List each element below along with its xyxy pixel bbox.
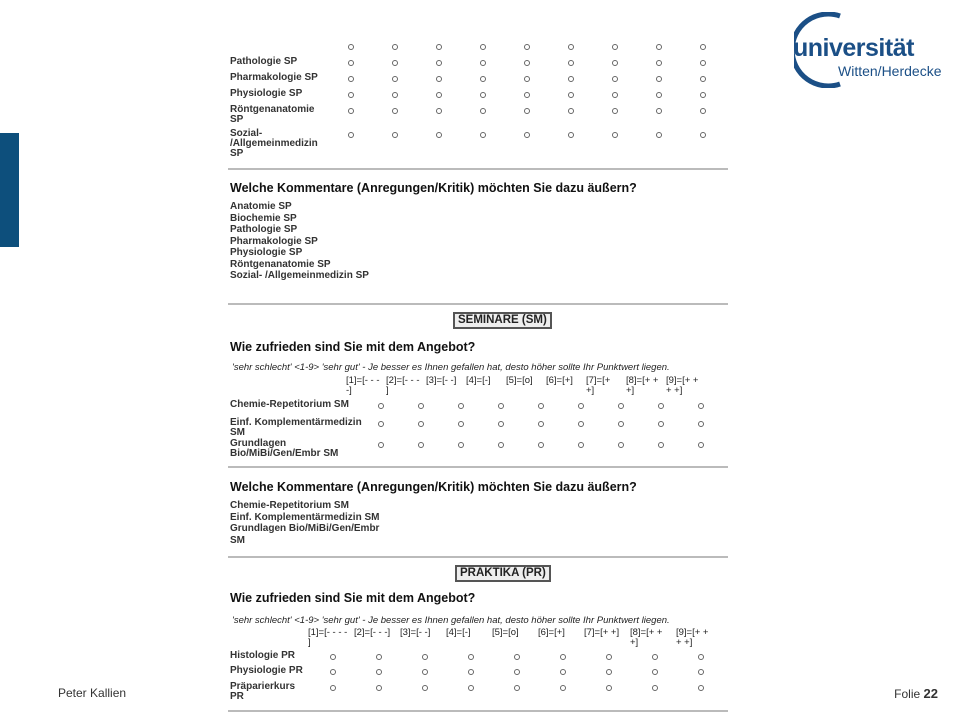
scale-label: [1]=[- - - - ] [308,627,348,648]
rating-radio-9[interactable] [700,108,706,114]
scale-label: [6]=[+] [538,627,565,638]
rating-radio-6[interactable] [568,108,574,114]
rating-radio-7[interactable] [606,654,612,660]
rating-radio-2[interactable] [418,421,424,427]
rating-radio-6[interactable] [568,60,574,66]
rating-radio-7[interactable] [612,44,618,50]
row-label: Pharmakologie SP [230,72,318,83]
comments-heading-sm: Welche Kommentare (Anregungen/Kritik) möchten Sie dazu äußern? [230,480,637,494]
rating-radio-8[interactable] [656,108,662,114]
scale-label: [9]=[+ + + +] [676,627,709,648]
comment-item: Physiologie SP [230,247,303,258]
scale-label: [5]=[o] [492,627,519,638]
row-label: Sozial- /Allgemeinmedizin SP [230,128,318,159]
row-label: Chemie-Repetitorium SM [230,399,349,410]
comment-item: Röntgenanatomie SP [230,258,331,270]
rating-radio-8[interactable] [656,92,662,98]
rating-radio-7[interactable] [606,669,612,675]
rating-radio-1[interactable] [348,108,354,114]
divider [228,168,728,170]
scale-label: [3]=[- -] [426,375,457,386]
rating-radio-2[interactable] [376,654,382,660]
rating-radio-1[interactable] [348,44,354,50]
comments-list-sm [230,500,395,546]
rating-radio-1[interactable] [330,654,336,660]
row-label: Einf. Komplementärmedizin SM [230,417,362,438]
rating-radio-2[interactable] [392,44,398,50]
rating-radio-4[interactable] [480,132,486,138]
rating-radio-6[interactable] [560,685,566,691]
rating-radio-8[interactable] [658,403,664,409]
comment-item: Sozial- /Allgemeinmedizin SP [230,270,369,281]
comment-item: Einf. Komplementärmedizin SM [230,511,380,523]
row-label: Röntgenanatomie SP [230,104,315,125]
rating-radio-2[interactable] [392,132,398,138]
rating-radio-9[interactable] [698,421,704,427]
section-title-seminare: SEMINARE (SM) [453,312,552,329]
rating-radio-3[interactable] [422,685,428,691]
rating-radio-9[interactable] [698,669,704,675]
rating-radio-7[interactable] [612,60,618,66]
rating-radio-5[interactable] [524,60,530,66]
rating-radio-9[interactable] [698,442,704,448]
rating-radio-3[interactable] [436,44,442,50]
rating-radio-4[interactable] [498,421,504,427]
rating-radio-6[interactable] [568,76,574,82]
row-label: Grundlagen Bio/MiBi/Gen/Embr SM [230,438,339,459]
divider [228,556,728,558]
rating-radio-8[interactable] [656,44,662,50]
rating-radio-3[interactable] [436,132,442,138]
rating-radio-8[interactable] [656,76,662,82]
rating-radio-5[interactable] [524,44,530,50]
logo-line1: universität [793,34,914,62]
logo-line2: Witten/Herdecke [838,63,942,79]
rating-radio-7[interactable] [612,92,618,98]
rating-radio-4[interactable] [468,669,474,675]
rating-radio-6[interactable] [568,132,574,138]
rating-radio-7[interactable] [618,442,624,448]
footer-page [894,686,938,701]
rating-radio-3[interactable] [422,669,428,675]
rating-radio-1[interactable] [378,421,384,427]
question-seminare: Wie zufrieden sind Sie mit dem Angebot? [230,340,476,354]
rating-radio-5[interactable] [538,403,544,409]
rating-radio-2[interactable] [376,685,382,691]
comment-item: Pharmakologie SP [230,235,318,247]
rating-radio-2[interactable] [392,60,398,66]
rating-radio-9[interactable] [698,654,704,660]
scale-label: [7]=[+ +] [586,375,611,396]
rating-radio-1[interactable] [330,669,336,675]
divider [228,710,728,712]
comment-item: Grundlagen Bio/MiBi/Gen/Embr SM [230,523,380,546]
rating-radio-9[interactable] [698,403,704,409]
rating-radio-9[interactable] [700,60,706,66]
rating-radio-8[interactable] [652,685,658,691]
rating-radio-1[interactable] [330,685,336,691]
comments-heading-sp: Welche Kommentare (Anregungen/Kritik) möchten Sie dazu äußern? [230,181,637,195]
rating-radio-6[interactable] [560,669,566,675]
rating-radio-5[interactable] [524,92,530,98]
rating-radio-1[interactable] [378,442,384,448]
rating-radio-4[interactable] [468,654,474,660]
comments-list-sp [230,201,380,282]
rating-radio-2[interactable] [392,92,398,98]
comment-item: Pathologie SP [230,224,298,235]
scale-label: [1]=[- - - -] [346,375,380,396]
scale-label: [5]=[o] [506,375,533,386]
rating-radio-6[interactable] [578,421,584,427]
section-title-praktika: PRAKTIKA (PR) [455,565,551,582]
rating-radio-4[interactable] [468,685,474,691]
rating-radio-2[interactable] [418,403,424,409]
rating-radio-8[interactable] [652,669,658,675]
university-logo [788,10,953,90]
rating-radio-9[interactable] [700,76,706,82]
rating-radio-6[interactable] [578,403,584,409]
rating-radio-4[interactable] [480,92,486,98]
row-label: Präparierkurs PR [230,681,296,702]
scale-label: [6]=[+] [546,375,573,386]
rating-radio-2[interactable] [392,108,398,114]
comment-item: Biochemie SP [230,212,297,224]
scale-label: [3]=[- -] [400,627,431,638]
footer-page-number: 22 [923,686,938,701]
rating-radio-3[interactable] [458,403,464,409]
instruction-praktika: 'sehr schlecht' <1-9> 'sehr gut' - Je besser es Ihnen gefallen hat, desto höher sollte Ihr Punktwert liegen. [232,615,670,626]
rating-radio-5[interactable] [538,421,544,427]
rating-radio-9[interactable] [698,685,704,691]
rating-radio-9[interactable] [700,132,706,138]
comment-item: Anatomie SP [230,201,292,212]
row-label: Physiologie PR [230,665,303,676]
row-label: Pathologie SP [230,56,298,67]
rating-radio-7[interactable] [606,685,612,691]
rating-radio-8[interactable] [652,654,658,660]
instruction-seminare: 'sehr schlecht' <1-9> 'sehr gut' - Je besser es Ihnen gefallen hat, desto höher sollte Ihr Punktwert liegen. [232,362,670,373]
divider [228,303,728,305]
sidebar-accent-bar [0,133,19,247]
rating-radio-3[interactable] [458,421,464,427]
rating-radio-3[interactable] [458,442,464,448]
rating-radio-8[interactable] [656,60,662,66]
rating-radio-4[interactable] [480,60,486,66]
rating-radio-2[interactable] [418,442,424,448]
rating-radio-1[interactable] [378,403,384,409]
rating-radio-3[interactable] [436,108,442,114]
scale-label: [4]=[-] [466,375,491,386]
rating-radio-1[interactable] [348,76,354,82]
rating-radio-5[interactable] [524,132,530,138]
divider [228,466,728,468]
rating-radio-2[interactable] [376,669,382,675]
rating-radio-7[interactable] [612,108,618,114]
rating-radio-5[interactable] [514,654,520,660]
rating-radio-6[interactable] [560,654,566,660]
footer-author: Peter Kallien [58,686,127,700]
rating-radio-1[interactable] [348,132,354,138]
rating-radio-5[interactable] [514,669,520,675]
rating-radio-1[interactable] [348,92,354,98]
row-label: Physiologie SP [230,88,303,99]
rating-radio-3[interactable] [422,654,428,660]
comment-item: Chemie-Repetitorium SM [230,500,349,511]
rating-radio-3[interactable] [436,92,442,98]
rating-radio-6[interactable] [578,442,584,448]
scale-label: [9]=[+ + + +] [666,375,699,396]
rating-radio-7[interactable] [612,132,618,138]
rating-radio-6[interactable] [568,92,574,98]
rating-radio-4[interactable] [480,76,486,82]
rating-radio-4[interactable] [498,442,504,448]
rating-radio-1[interactable] [348,60,354,66]
scale-label: [7]=[+ +] [584,627,620,638]
rating-radio-8[interactable] [658,442,664,448]
rating-radio-7[interactable] [618,421,624,427]
rating-radio-9[interactable] [700,44,706,50]
scale-label: [4]=[-] [446,627,471,638]
rating-radio-7[interactable] [618,403,624,409]
rating-radio-6[interactable] [568,44,574,50]
footer-folie-label: Folie [894,687,921,701]
rating-radio-5[interactable] [538,442,544,448]
rating-radio-3[interactable] [436,60,442,66]
scale-label: [2]=[- - - ] [386,375,420,396]
rating-radio-5[interactable] [524,108,530,114]
rating-radio-4[interactable] [480,108,486,114]
rating-radio-9[interactable] [700,92,706,98]
rating-radio-3[interactable] [436,76,442,82]
rating-radio-4[interactable] [498,403,504,409]
question-praktika: Wie zufrieden sind Sie mit dem Angebot? [230,591,476,605]
rating-radio-7[interactable] [612,76,618,82]
row-label: Histologie PR [230,650,296,661]
rating-radio-5[interactable] [524,76,530,82]
rating-radio-8[interactable] [656,132,662,138]
scale-label: [8]=[+ + +] [630,627,663,648]
scale-label: [2]=[- - -] [354,627,391,638]
rating-radio-2[interactable] [392,76,398,82]
scale-label: [8]=[+ + +] [626,375,659,396]
rating-radio-4[interactable] [480,44,486,50]
rating-radio-5[interactable] [514,685,520,691]
rating-radio-8[interactable] [658,421,664,427]
